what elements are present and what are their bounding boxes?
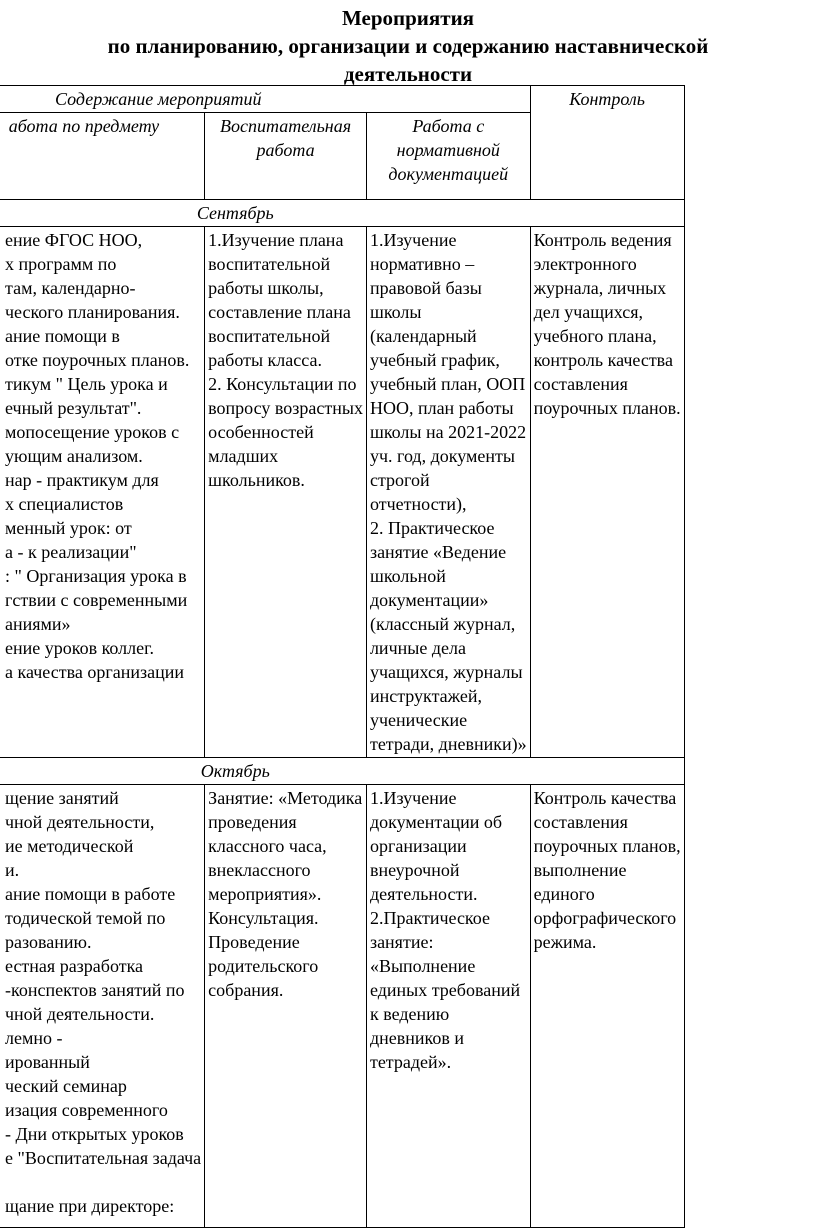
cell-text-line: особенностей [208,422,314,442]
cell-text-line: а - к реализации" [5,542,137,562]
october-control-cell [530,785,684,1228]
cell-text-line: ученические [369,710,468,730]
month-october: Октябрь [0,758,684,785]
cell-text-line: классного часа, [208,836,327,856]
upbringing-work-header [205,113,367,200]
cell-text-line: НОО, план работы [369,398,514,418]
cell-text-line: Проведение [208,932,300,952]
cell-text-line: тетрадей». [369,1052,452,1072]
cell-text-line: аниями» [5,614,71,634]
cell-text-line: учащихся, журналы [369,662,523,682]
cell-text-line: -конспектов занятий по [5,980,185,1000]
cell-text-line: х программ по [5,254,117,274]
cell-text-line: к ведению [369,1004,450,1024]
month-september: Сентябрь [0,200,684,227]
cell-text-line: дел учащихся, [533,302,644,322]
cell-text-line: собрания. [208,980,284,1000]
cell-text-line: и. [5,860,20,880]
september-control-cell [530,227,684,758]
cell-text-line: там, календарно- [5,278,136,298]
cell-text-line: родительского [208,956,319,976]
cell-text-line: Контроль ведения [533,230,672,250]
cell-text-line: чной деятельности. [5,1004,155,1024]
cell-text-line: тикум " Цель урока и [5,374,168,394]
cell-text-line [5,1170,201,1194]
cell-text-line: Занятие: «Методика [208,788,363,808]
cell-text-line: школы [369,302,422,322]
document-title [0,4,816,88]
cell-text-line: занятие: [369,932,434,952]
cell-text-line: режима. [533,932,597,952]
title-line-3: деятельности [343,62,473,86]
cell-text-line: внеклассного [208,860,311,880]
cell-text-line: (календарный [369,326,477,346]
cell-text-line: младших [208,446,279,466]
cell-text-line: школьников. [208,470,305,490]
cell-text-line: ание помощи в [5,326,120,346]
cell-text-line: организации [369,836,467,856]
cell-text-line: разованию. [5,932,92,952]
normative-header-line-1: Работа с [412,116,485,136]
cell-text-line: журнала, личных [533,278,667,298]
cell-text-line: Контроль качества [533,788,677,808]
cell-text-line: ие методической [5,836,134,856]
cell-text-line: составления [533,374,628,394]
cell-text-line: ированный [5,1052,90,1072]
cell-text-line: школы на 2021-2022 [369,422,527,442]
cell-text-line: электронного [533,254,637,274]
cell-text-line: тодической темой по [5,908,166,928]
cell-text-line: е "Воспитательная задача [5,1148,202,1168]
cell-text-line: школьной [369,566,446,586]
cell-text-line: дневников и [369,1028,464,1048]
cell-text-line: воспитательной [208,326,331,346]
cell-text-line: х специалистов [5,494,124,514]
cell-text-line: лемно - [5,1028,63,1048]
cell-text-line: документации об [369,812,503,832]
cell-text-line: ующим анализом. [5,446,143,466]
cell-text-line: воспитательной [208,254,331,274]
title-line-2: по планированию, организации и содержанию наставнической [107,34,709,58]
cell-text-line: ение уроков коллег. [5,638,154,658]
september-normative-cell [366,227,530,758]
control-header: Контроль [530,86,684,200]
cell-text-line: : " Организация урока в [5,566,187,586]
october-normative-cell [366,785,530,1228]
cell-text-line: контроль качества [533,350,673,370]
cell-text-line: 1.Изучение плана [208,230,344,250]
cell-text-line: поурочных планов. [533,398,681,418]
cell-text-line: документации» [369,590,489,610]
cell-text-line: (классный журнал, [369,614,516,634]
cell-text-line: уч. год, документы [369,446,515,466]
cell-text-line: отке поурочных планов. [5,350,190,370]
october-upbringing-cell [205,785,367,1228]
cell-text-line: инструктажей, [369,686,482,706]
cell-text-line: - Дни открытых уроков [5,1124,184,1144]
cell-text-line: отчетности), [369,494,467,514]
cell-text-line: 2. Практическое [369,518,495,538]
cell-text-line: ечный результат". [5,398,142,418]
september-upbringing-cell [205,227,367,758]
cell-text-line: ческого планирования. [5,302,180,322]
events-table [0,85,685,1228]
cell-text-line: составление плана [208,302,351,322]
cell-text-line: изация современного [5,1100,168,1120]
normative-header-line-3: документацией [388,164,509,184]
cell-text-line: тетради, дневники)» [369,734,527,754]
cell-text-line: занятие «Ведение [369,542,507,562]
cell-text-line: единого [533,884,595,904]
cell-text-line: «Выполнение [369,956,476,976]
cell-text-line: щание при директоре: [5,1196,175,1216]
cell-text-line: работы школы, [208,278,324,298]
cell-text-line: деятельности. [369,884,478,904]
normative-header-line-2: нормативной [396,140,500,160]
cell-text-line: 1.Изучение [369,230,457,250]
subject-work-header: абота по предмету [0,113,205,200]
cell-text-line: менный урок: от [5,518,132,538]
month-row-october [0,758,684,785]
cell-text-line: вопросу возрастных [208,398,363,418]
cell-text-line: гствии с современными [5,590,188,610]
cell-text-line: внеурочной [369,860,460,880]
cell-text-line: составления [533,812,628,832]
cell-text-line: ческий семинар [5,1076,127,1096]
cell-text-line: выполнение [533,860,627,880]
cell-text-line: 2.Практическое [369,908,490,928]
cell-text-line: 2. Консультации по [208,374,357,394]
cell-text-line: 1.Изучение [369,788,457,808]
cell-text-line: естная разработка [5,956,144,976]
cell-text-line: орфографического [533,908,677,928]
cell-text-line: личные дела [369,638,466,658]
september-subject-cell [0,227,205,758]
october-subject-cell [0,785,205,1228]
content-header: Содержание мероприятий [0,86,530,113]
cell-text-line: щение занятий [5,788,119,808]
cell-text-line: поурочных планов, [533,836,681,856]
cell-text-line: а качества организации [5,662,184,682]
cell-text-line: мопосещение уроков с [5,422,180,442]
cell-text-line: единых требований [369,980,521,1000]
upbringing-header-line-2: работа [256,140,315,160]
cell-text-line: учебный график, [369,350,500,370]
october-row [0,785,684,1228]
cell-text-line: учебного плана, [533,326,657,346]
cell-text-line: работы класса. [208,350,322,370]
cell-text-line: проведения [208,812,297,832]
title-line-1: Мероприятия [341,6,475,30]
cell-text-line: правовой базы [369,278,482,298]
cell-text-line: нормативно – [369,254,475,274]
september-row [0,227,684,758]
cell-text-line: чной деятельности, [5,812,155,832]
cell-text-line: нар - практикум для [5,470,159,490]
cell-text-line: учебный план, ООП [369,374,526,394]
cell-text-line: ание помощи в работе [5,884,176,904]
header-row-1 [0,86,684,113]
month-row-september [0,200,684,227]
normative-work-header [366,113,530,200]
cell-text-line: Консультация. [208,908,319,928]
cell-text-line: строгой [369,470,430,490]
cell-text-line: ение ФГОС НОО, [5,230,143,250]
cell-text-line: мероприятия». [208,884,322,904]
upbringing-header-line-1: Воспитательная [220,116,352,136]
